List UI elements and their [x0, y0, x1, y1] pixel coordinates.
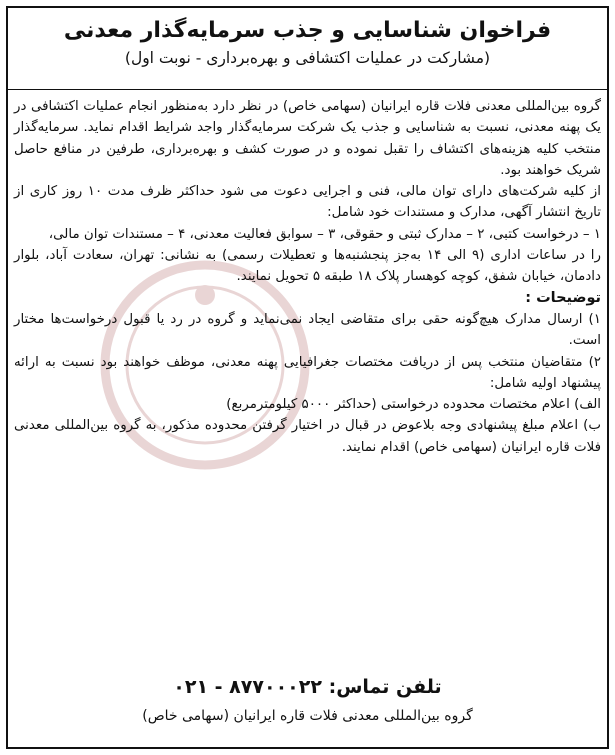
note-item-2: ۲) متقاضیان منتخب پس از دریافت مختصات جغرافیایی پهنه معدنی، موظف خواهند بود نسبت به ارائه پیشنهاد اولیه شامل:	[14, 354, 601, 391]
contact-phone	[14, 676, 601, 698]
notes-heading: توضیحات :	[525, 289, 601, 306]
phone-label: تلفن تماس:	[328, 676, 442, 698]
ad-subtitle: (مشارکت در عملیات اکتشافی و بهره‌برداری - نوبت اول)	[124, 49, 491, 67]
delivery-paragraph: را در ساعات اداری (۹ الی ۱۴ به‌جز پنجشنبه‌ها و تعطیلات رسمی) به نشانی: تهران، سعادت آباد، بلوار دادمان، خیابان شفق، کوچه کوهسار پلاک ۱۸ طبقه ۵ تحویل نمایند.	[14, 248, 601, 285]
invitation-paragraph: از کلیه شرکت‌های دارای توان مالی، فنی و اجرایی دعوت می شود حداکثر ظرف مدت ۱۰ روز کاری از تاریخ انتشار آگهی، مدارک و مستندات خود شامل:	[14, 184, 601, 221]
documents-list: ۱ – درخواست کتبی، ۲ – مدارک ثبتی و حقوقی، ۳ – سوابق فعالیت معدنی، ۴ – مستندات توان مالی،	[48, 226, 601, 242]
phone-number[interactable]: ۰۲۱ - ۸۷۷۰۰۰۲۲	[173, 676, 322, 698]
note-item-1: ۱) ارسال مدارک هیچ‌گونه حقی برای متقاضی ایجاد نمی‌نماید و گروه در رد یا قبول درخواست‌ها مختار است.	[14, 311, 601, 349]
note-item-2a: الف) اعلام مختصات محدوده درخواستی (حداکثر ۵۰۰۰ کیلومترمربع)	[226, 397, 601, 413]
ad-header	[8, 8, 607, 90]
ad-body	[14, 96, 601, 656]
ad-title: فراخوان شناسایی و جذب سرمایه‌گذار معدنی	[63, 18, 552, 43]
intro-paragraph: گروه بین‌المللی معدنی فلات قاره ایرانیان (سهامی خاص) در نظر دارد به‌منظور انجام عملیات اکتشافی در یک پهنه معدنی، نسبت به شناسایی و جذب یک شرکت سرمایه‌گذار واجد شرایط اقدام نماید. سرمایه‌گذار منتخب کلیه هزینه‌های اکتشاف را تقبل نموده و در صورت کشف و بهره‌برداری، طرفین در منافع حاصل شریک خواهند بود.	[14, 99, 601, 178]
footer-signature: گروه بین‌المللی معدنی فلات قاره ایرانیان (سهامی خاص)	[142, 708, 473, 724]
note-item-2b: ب) اعلام مبلغ پیشنهادی وجه بلاعوض در قبال در اختیار گرفتن محدوده مذکور، به گروه بین‌المللی معدنی فلات قاره ایرانیان (سهامی خاص) اقدام نمایند.	[14, 418, 601, 455]
